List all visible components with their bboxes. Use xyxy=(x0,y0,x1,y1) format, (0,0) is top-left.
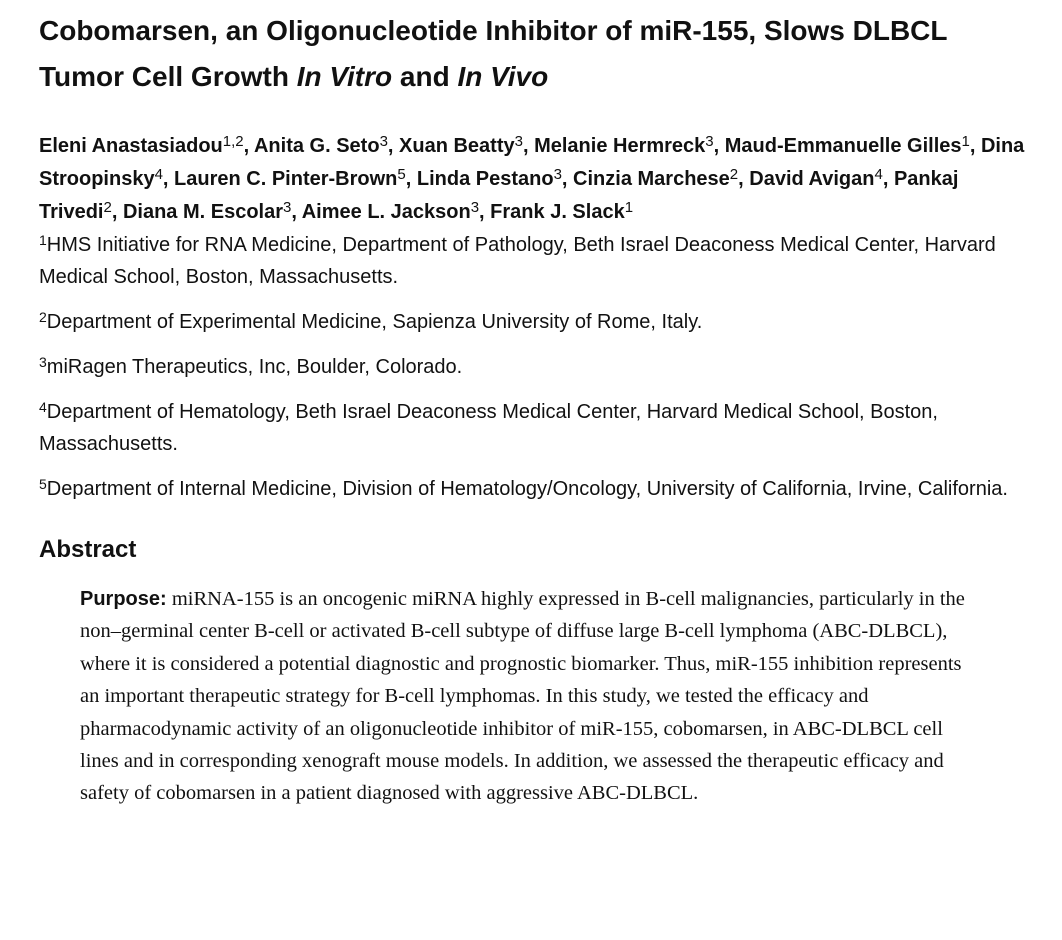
author-name: Cinzia Marchese xyxy=(573,168,730,190)
title-part2: and xyxy=(392,61,458,92)
affiliation xyxy=(39,306,1039,338)
affiliation-sup: 1 xyxy=(39,232,47,248)
author-affiliation-sup: 3 xyxy=(514,133,523,150)
author xyxy=(573,168,738,190)
author xyxy=(534,135,714,157)
affiliation-list xyxy=(39,229,1039,505)
affiliation-text: Department of Internal Medicine, Division of Hematology/Oncology, University of California, Irvine, California. xyxy=(46,478,1008,500)
affiliation-sup: 2 xyxy=(39,309,47,325)
author-name: Maud-Emmanuelle Gilles xyxy=(724,135,962,157)
affiliation xyxy=(39,396,1039,460)
author-name: Anita G. Seto xyxy=(253,135,380,157)
title-part1: Cobomarsen, an Oligonucleotide Inhibitor of miR-155, Slows DLBCL Tumor Cell Growth xyxy=(39,15,948,92)
affiliation xyxy=(39,473,1039,505)
author-affiliation-sup: 3 xyxy=(470,199,480,216)
author-name: Xuan Beatty xyxy=(399,135,515,157)
author-affiliation-sup: 4 xyxy=(874,166,883,183)
author xyxy=(123,201,291,223)
author xyxy=(302,201,479,223)
affiliation xyxy=(39,229,1039,293)
title-italic-in-vitro: In Vitro xyxy=(296,61,393,92)
author-affiliation-sup: 3 xyxy=(379,133,388,150)
abstract-body xyxy=(80,583,980,810)
author-affiliation-sup: 2 xyxy=(729,166,739,183)
affiliation-sup: 5 xyxy=(39,476,47,492)
author xyxy=(749,168,883,190)
abstract-purpose-text: miRNA-155 is an oncogenic miRNA highly expressed in B-cell malignancies, particularly in the non–germinal center B-cell or activated B-cell subtype of diffuse large B-cell lymphoma (ABC-DLBCL), where it is considered a potential diagnostic and prognostic biomarker. Thus, miR-155 inhibition represents an important therapeutic strategy for B-cell lymphomas. In this study, we tested the efficacy and pharmacodynamic activity of an oligonucleotide inhibitor of miR-155, cobomarsen, in ABC-DLBCL cell lines and in corresponding xenograft mouse models. In addition, we assessed the therapeutic efficacy and safety of cobomarsen in a patient diagnosed with aggressive ABC-DLBCL. xyxy=(80,588,965,805)
author-affiliation-sup: 5 xyxy=(397,166,406,183)
title-italic-in-vivo: In Vivo xyxy=(457,61,549,92)
author-name: Eleni Anastasiadou xyxy=(39,135,223,157)
author-name: Linda Pestano xyxy=(416,168,554,190)
author xyxy=(417,168,562,190)
affiliation-text: Department of Hematology, Beth Israel Deaconess Medical Center, Harvard Medical School, Boston, Massachusetts. xyxy=(39,401,938,455)
author-affiliation-sup: 1 xyxy=(624,199,634,216)
author-name: Dina Stroopinsky xyxy=(39,135,1025,190)
author xyxy=(39,135,244,157)
affiliation-text: HMS Initiative for RNA Medicine, Department of Pathology, Beth Israel Deaconess Medical Center, Harvard Medical School, Boston, Massachusetts. xyxy=(39,234,996,288)
author-name: Melanie Hermreck xyxy=(534,135,706,157)
affiliation-sup: 3 xyxy=(39,354,47,370)
abstract-purpose-label: Purpose: xyxy=(80,588,167,610)
author-affiliation-sup: 2 xyxy=(103,199,112,216)
author-affiliation-sup: 1 xyxy=(961,133,970,150)
affiliation-text: Department of Experimental Medicine, Sapienza University of Rome, Italy. xyxy=(46,311,703,333)
author xyxy=(399,135,523,157)
affiliation xyxy=(39,351,1039,383)
paper-title xyxy=(39,8,1039,100)
author xyxy=(725,135,970,157)
paper-page xyxy=(39,8,1039,810)
author-name: Lauren C. Pinter-Brown xyxy=(174,168,398,190)
author-name: Frank J. Slack xyxy=(490,201,625,223)
author-affiliation-sup: 4 xyxy=(154,166,163,183)
author xyxy=(254,135,388,157)
author-affiliation-sup: 3 xyxy=(283,199,292,216)
author-affiliation-sup: 3 xyxy=(705,133,714,150)
affiliation-text: miRagen Therapeutics, Inc, Boulder, Colorado. xyxy=(46,356,463,378)
affiliation-sup: 4 xyxy=(39,399,47,415)
author-name: Diana M. Escolar xyxy=(122,201,284,223)
author-name: Aimee L. Jackson xyxy=(301,201,471,223)
author xyxy=(174,168,406,190)
author-affiliation-sup: 3 xyxy=(553,166,562,183)
author-affiliation-sup: 1,2 xyxy=(222,133,244,150)
author-name: Pankaj Trivedi xyxy=(39,168,959,223)
author-name: David Avigan xyxy=(749,168,875,190)
author xyxy=(490,201,633,223)
abstract-heading: Abstract xyxy=(39,536,137,563)
author-list: Eleni Anastasiadou$^{1,2}$, Anita G. Seto$^3$, Xuan Beatty$^3$, Melanie Hermreck$^3$, Maud-Emmanuelle Gilles$^1$, Dina Stroopinsky$^4$, Lauren C. Pinter-Brown$^5$, Linda Pestano$^3$, Cinzia Marchese$^2$, David Avigan$^4$, Pankaj Trivedi$^2$, Diana M. Escolar$^3$, Aimee L. Jackson$^3$, Frank J. Slack$^1$ xyxy=(39,133,1025,223)
